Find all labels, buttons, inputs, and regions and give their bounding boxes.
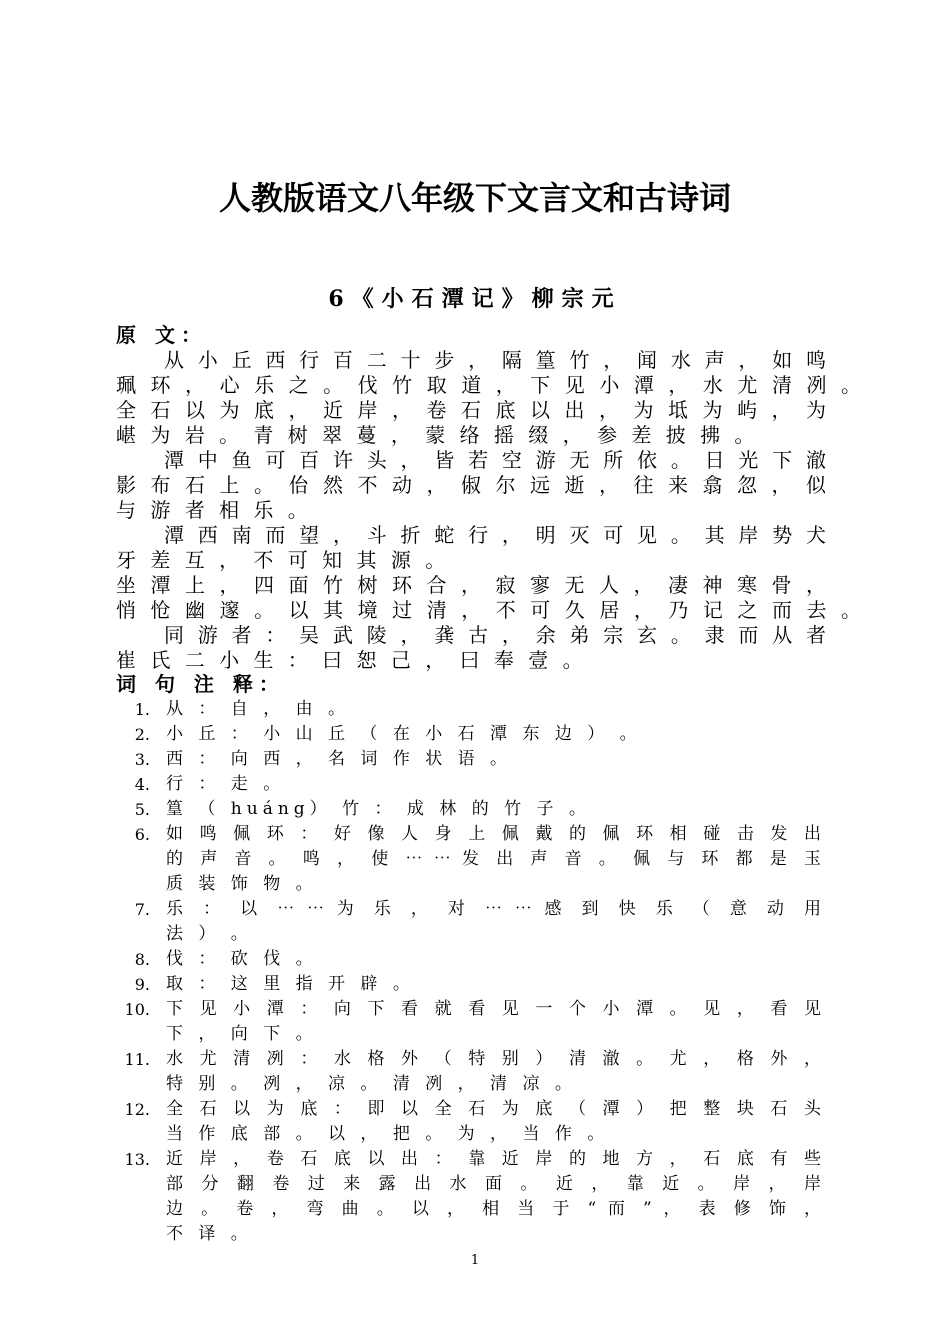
original-heading: 原 文： [116,323,207,347]
note-line: 的 声 音 。 鸣 ， 使 ⋯ ⋯ 发 出 声 音 。 佩 与 环 都 是 玉 [166,849,821,869]
note-number: 10. [124,1000,150,1019]
original-line: 潭 西 南 而 望 ， 斗 折 蛇 行 ， 明 灭 可 见 。 其 岸 势 犬 [164,523,826,547]
note-line: 篁 （ huáng） 竹 ： 成 林 的 竹 子 。 [166,799,591,819]
note-number: 8. [134,950,150,969]
note-line: 法 ） 。 [166,924,253,944]
note-line: 小 丘 ： 小 山 丘 （ 在 小 石 潭 东 边 ） 。 [166,724,642,744]
note-line: 不 译 。 [166,1224,253,1244]
note-line: 如 鸣 佩 环 ： 好 像 人 身 上 佩 戴 的 佩 环 相 碰 击 发 出 [166,824,821,844]
note-line: 从 ： 自 ， 由 。 [166,699,351,719]
note-line: 下 ， 向 下 。 [166,1024,318,1044]
original-line: 悄 怆 幽 邃 。 以 其 境 过 清 ， 不 可 久 居 ， 乃 记 之 而 去 。 [116,598,861,622]
notes-heading: 词 句 注 释： [116,672,285,696]
page-title: 人教版语文八年级下文言文和古诗词 [218,179,731,217]
note-line: 下 见 小 潭 ： 向 下 看 就 看 见 一 个 小 潭 。 见 ， 看 见 [166,999,821,1019]
note-line: 行 ： 走 。 [166,774,286,794]
note-line: 近 岸 ， 卷 石 底 以 出 ： 靠 近 岸 的 地 方 ， 石 底 有 些 [166,1149,821,1169]
note-number: 5. [134,800,150,819]
page-number: 1 [470,1253,480,1268]
original-line: 嵁 为 岩 。 青 树 翠 蔓 ， 蒙 络 摇 缀 ， 参 差 披 拂 。 [116,423,759,447]
note-number: 2. [134,725,150,744]
note-line: 边 。 卷 ， 弯 曲 。 以 ， 相 当 于 “ 而 ” ， 表 修 饰 ， [166,1199,821,1219]
original-line: 珮 环 ， 心 乐 之 。 伐 竹 取 道 ， 下 见 小 潭 ， 水 尤 清 冽 。 [116,373,861,397]
note-line: 乐 ： 以 ⋯ ⋯ 为 乐 ， 对 ⋯ ⋯ 感 到 快 乐 （ 意 动 用 [166,899,821,919]
note-number: 12. [124,1100,150,1119]
note-line: 特 别 。 冽 ， 凉 。 清 冽 ， 清 凉 。 [166,1074,577,1094]
note-line: 质 装 饰 物 。 [166,874,318,894]
note-line: 全 石 以 为 底 ： 即 以 全 石 为 底 （ 潭 ） 把 整 块 石 头 [166,1099,821,1119]
note-number: 3. [134,750,150,769]
note-number: 11. [124,1050,150,1069]
note-number: 7. [134,900,150,919]
original-line: 全 石 以 为 底 ， 近 岸 ， 卷 石 底 以 出 ， 为 坻 为 屿 ， 为 [116,398,826,422]
original-line: 潭 中 鱼 可 百 许 头 ， 皆 若 空 游 无 所 依 。 日 光 下 澈 [164,448,826,472]
original-line: 崔 氏 二 小 生 ： 曰 恕 己 ， 曰 奉 壹 。 [116,648,587,672]
note-number: 9. [134,975,150,994]
note-line: 伐 ： 砍 伐 。 [166,949,318,969]
note-number: 13. [124,1150,150,1169]
note-line: 水 尤 清 冽 ： 水 格 外 （ 特 别 ） 清 澈 。 尤 ， 格 外 ， [166,1049,821,1069]
original-line: 影 布 石 上 。 佁 然 不 动 ， 俶 尔 远 逝 ， 往 来 翕 忽 ， 似 [116,473,826,497]
original-line: 与 游 者 相 乐 。 [116,498,312,522]
note-line: 取 ： 这 里 指 开 辟 。 [166,974,415,994]
original-line: 牙 差 互 ， 不 可 知 其 源 。 [116,548,450,572]
original-line: 坐 潭 上 ， 四 面 竹 树 环 合 ， 寂 寥 无 人 ， 凄 神 寒 骨 ， [116,573,826,597]
original-line: 从 小 丘 西 行 百 二 十 步 ， 隔 篁 竹 ， 闻 水 声 ， 如 鸣 [164,348,826,372]
section-title: 6《小石潭记》柳宗元 [328,286,622,312]
original-line: 同 游 者 ： 吴 武 陵 ， 龚 古 ， 余 弟 宗 玄 。 隶 而 从 者 [164,623,826,647]
note-line: 西 ： 向 西 ， 名 词 作 状 语 。 [166,749,513,769]
note-line: 部 分 翻 卷 过 来 露 出 水 面 。 近 ， 靠 近 。 岸 ， 岸 [166,1174,821,1194]
note-number: 6. [134,825,150,844]
note-line: 当 作 底 部 。 以 ， 把 。 为 ， 当 作 。 [166,1124,610,1144]
note-number: 1. [134,700,150,719]
note-number: 4. [134,775,150,794]
